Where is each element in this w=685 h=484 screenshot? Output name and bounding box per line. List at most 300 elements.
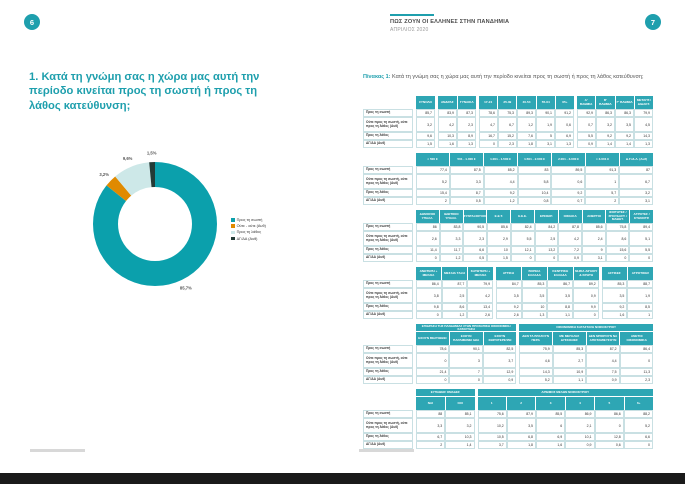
table-cell: 87,3 xyxy=(457,109,476,117)
table-caption-text: Κατά τη γνώμη σας η χώρα μας αυτή την περίοδο κινείται προς τη σωστή ή προς τη λάθος κατεύθυνση; xyxy=(390,74,644,80)
table-cell: 83,8 xyxy=(440,223,464,231)
table-cell: 75,3 xyxy=(498,109,517,117)
report-date: ΑΠΡΙΛΙΟΣ 2020 xyxy=(390,27,429,33)
table-cell: 3,7 xyxy=(483,353,516,368)
table-cell: 6,9 xyxy=(536,433,565,441)
column-header: 40-54 xyxy=(517,96,536,109)
column-group xyxy=(416,389,475,449)
table-cell: 9 xyxy=(582,246,606,254)
table-row xyxy=(602,288,653,303)
column-header: ΦΟΙΤΗΤΕΣ / ΣΠΟΥΔΑΣΤ. / ΜΑΘΗΤ. xyxy=(606,210,630,223)
table-row xyxy=(519,376,653,384)
column-header: ΜΕΤΑΠΤ./ ΔΙΔΑΚΤ. xyxy=(635,96,653,109)
column-header: ΕΧΟΥΝ ΠΑΡΑΜΕΙΝΕΙ ΙΔΙΑ xyxy=(450,332,484,345)
table-cell: 13,4 xyxy=(467,303,493,311)
table-row xyxy=(478,410,654,418)
table-cell: 12,8 xyxy=(595,433,624,441)
table-cell: 2,3 xyxy=(498,140,517,148)
table-cell: 5,2 xyxy=(416,174,450,189)
table-row xyxy=(416,223,653,231)
table-row xyxy=(602,280,653,288)
table-row xyxy=(496,311,599,319)
table-cell: 0 xyxy=(606,254,630,262)
table-row xyxy=(519,353,653,368)
table-cell: 8,6 xyxy=(606,231,630,246)
group-title: ΕΠΙΔΡΑΣΗ ΤΗΣ ΠΑΝΔΗΜΙΑΣ ΣΤΗΝ ΠΡΟΣΩΠΙΚΗ ΟΙΚΟΝΟΜΙΚΗ ΚΑΤΑΣΤΑΣΗ xyxy=(416,324,516,332)
column-header: ΓΥΝΑΙΚΑ xyxy=(458,96,477,109)
table-cell: 6,6 xyxy=(463,246,487,254)
table-row xyxy=(479,132,574,140)
table-cell: 0,7 xyxy=(577,117,596,132)
column-header: 1.501 - 2.000 € xyxy=(518,153,552,166)
data-table xyxy=(363,267,653,319)
row-label: Προς τη σωστή xyxy=(363,280,413,288)
table-cell: 4,6 xyxy=(519,353,552,368)
table-cell: 15,4 xyxy=(416,189,450,197)
label-header-spacer xyxy=(363,324,413,345)
table-cell: 6,9 xyxy=(555,132,574,140)
footer-mark-right xyxy=(359,449,414,452)
row-label: Ούτε προς τη σωστή, ούτε προς τη λάθος (Αυθ) xyxy=(363,231,413,246)
column-header: ΑΝΔΡΑΣ xyxy=(438,96,458,109)
column-group xyxy=(416,153,653,205)
chart-legend xyxy=(231,218,266,243)
table-cell: 3,5 xyxy=(547,288,573,303)
table-cell: 1,6 xyxy=(536,441,565,449)
header-row xyxy=(496,267,599,280)
table-cell: 87,9 xyxy=(507,410,536,418)
table-row xyxy=(416,353,516,368)
table-cell: 5,2 xyxy=(519,376,552,384)
table-row xyxy=(496,280,599,288)
table-cell: 86,4 xyxy=(620,345,653,353)
table-cell: 0,9 xyxy=(483,376,516,384)
table-cell: 0 xyxy=(595,418,624,433)
donut-chart xyxy=(85,145,235,295)
table-cell: 0,6 xyxy=(595,441,624,449)
table-cell: 77,4 xyxy=(416,166,450,174)
legend-swatch xyxy=(231,231,235,235)
data-table xyxy=(363,96,653,148)
table-cell: 10,1 xyxy=(565,433,594,441)
table-row xyxy=(438,117,476,132)
table-cell: 0 xyxy=(624,441,653,449)
row-label: Ούτε προς τη σωστή, ούτε προς τη λάθος (Αυθ) xyxy=(363,117,413,132)
data-table xyxy=(363,153,653,205)
legend-label: Προς τη σωστή xyxy=(236,218,263,222)
table-cell: 3,5 xyxy=(615,117,634,132)
table-cell: 9,2 xyxy=(496,303,522,311)
table-cell: 11,4 xyxy=(416,246,440,254)
table-cell: 10,5 xyxy=(478,433,507,441)
table-cell: 1,2 xyxy=(484,197,518,205)
table-row xyxy=(602,311,653,319)
table-cell: 85,1 xyxy=(445,410,474,418)
header-row xyxy=(416,332,516,345)
column-header: ΚΕΝΤΡΙΚΗ ΕΛΛΑΔΑ xyxy=(548,267,574,280)
table-row xyxy=(438,140,476,148)
table-cell: 1,1 xyxy=(553,376,586,384)
table-row xyxy=(438,109,476,117)
header-row xyxy=(416,96,435,109)
table-cell: 85,2 xyxy=(484,166,518,174)
table-cell: 4,2 xyxy=(558,231,582,246)
column-header: Α' ΒΑΘΜΙΑ xyxy=(577,96,596,109)
column-header: ΣΥΝΤΑΞΙΟΥΧΟΙ xyxy=(464,210,488,223)
table-cell: 3,3 xyxy=(416,418,445,433)
column-header: ΜΕ ΜΕΓΑΛΕΣ ΔΥΣΚΟΛΙΕΣ xyxy=(553,332,587,345)
tables xyxy=(363,96,653,449)
column-header: ΔΗΜΟΣΙΟΙ ΥΠΑΛΛ. xyxy=(416,210,440,223)
table-cell: 78,6 xyxy=(479,109,498,117)
table-row xyxy=(479,109,574,117)
legend-item xyxy=(231,218,266,222)
table-cell: 91,2 xyxy=(555,109,574,117)
table-cell: 86,3 xyxy=(615,109,634,117)
table-cell: 5,1 xyxy=(629,231,653,246)
table-cell: 10,9 xyxy=(553,368,586,376)
table-cell: 85,7 xyxy=(416,109,435,117)
legend-item xyxy=(231,224,266,228)
table-cell: 3 xyxy=(449,353,482,368)
row-label: Προς τη σωστή xyxy=(363,345,413,353)
table-cell: 7,5 xyxy=(586,368,619,376)
table-cell: 3,3 xyxy=(440,231,464,246)
table-cell: 1,6 xyxy=(438,140,457,148)
table-cell: 6,8 xyxy=(507,433,536,441)
table-cell: 5,7 xyxy=(585,189,619,197)
column-header: < 500 € xyxy=(416,153,450,166)
column-header: 55-64 xyxy=(537,96,556,109)
table-cell: 7,2 xyxy=(558,246,582,254)
column-group xyxy=(496,267,599,319)
table-cell: 10 xyxy=(487,246,511,254)
table-cell: 85,3 xyxy=(553,345,586,353)
question-title: 1. Κατά τη γνώμη σας η χώρα μας αυτή την περίοδο κινείται προς τη σωστή ή προς τη λάθος κατεύθυνση; xyxy=(29,71,260,112)
table-row xyxy=(577,140,653,148)
table-cell: 87 xyxy=(619,166,653,174)
table-cell: 87,2 xyxy=(586,345,619,353)
row-label: Προς τη σωστή xyxy=(363,223,413,231)
header-row xyxy=(479,96,574,109)
row-label: Ούτε προς τη σωστή, ούτε προς τη λάθος (Αυθ) xyxy=(363,418,413,433)
row-label: Προς τη λάθος xyxy=(363,303,413,311)
row-label: Προς τη λάθος xyxy=(363,433,413,441)
row-label: ΔΓ/ΔΑ (Αυθ) xyxy=(363,311,413,319)
column-group xyxy=(479,96,574,148)
table-cell: 0 xyxy=(416,311,442,319)
donut-chart-wrap xyxy=(85,145,235,295)
column-header: Δ.Γ./Δ.Α. (Αυθ) xyxy=(620,153,653,166)
table-caption xyxy=(363,74,649,81)
table-cell: 8,5 xyxy=(627,303,653,311)
column-group xyxy=(577,96,653,148)
table-cell: 85,3 xyxy=(602,280,628,288)
column-header: ΣΥΝΟΛΟ xyxy=(416,96,435,109)
table-row xyxy=(519,345,653,353)
row-label: Προς τη σωστή xyxy=(363,166,413,174)
column-header: 1.001 - 1.500 € xyxy=(484,153,518,166)
table-cell: 0 xyxy=(416,353,449,368)
row-label: Προς τη σωστή xyxy=(363,109,413,117)
table-cell: 4,4 xyxy=(586,353,619,368)
table-cell: 3,5 xyxy=(522,288,548,303)
legend-label: Ούτε - ούτε (Αυθ) xyxy=(236,224,266,229)
running-header xyxy=(390,14,600,33)
table-cell: 1,2 xyxy=(517,117,536,132)
legend-label: ΔΓ/ΔΑ (Αυθ) xyxy=(236,236,258,241)
column-header: ΙΔΙΩΤΙΚΟΙ ΥΠΑΛΛ. xyxy=(440,210,464,223)
table-cell: 9,6 xyxy=(416,132,435,140)
table-row xyxy=(416,117,435,132)
legend-item xyxy=(231,230,266,234)
table-cell: 79,9 xyxy=(467,280,493,288)
table-row xyxy=(416,410,475,418)
table-cell: 0,5 xyxy=(463,254,487,262)
table-cell: 83,9 xyxy=(438,109,457,117)
table-cell: 3,1 xyxy=(536,140,555,148)
data-table xyxy=(363,389,653,449)
table-cell: 2 xyxy=(416,441,445,449)
table-cell: 5,5 xyxy=(511,231,535,246)
legend-label: Προς τη λάθος xyxy=(236,230,262,235)
column-header: ΑΝΕΤΟΙ ΟΙΚΟΝΟΜΙΚΑ xyxy=(620,332,653,345)
table-cell: 86,7 xyxy=(547,280,573,288)
label-header-spacer xyxy=(363,389,413,410)
column-group xyxy=(416,267,493,319)
table-cell: 21,4 xyxy=(416,368,449,376)
table-cell: 88,2 xyxy=(624,410,653,418)
table-cell: 0,7 xyxy=(551,197,585,205)
table-cell: 1,3 xyxy=(457,140,476,148)
table-cell: 9,9 xyxy=(573,303,599,311)
table-cell: 3,5 xyxy=(602,288,628,303)
column-header: ΑΤΤΙΚΗ xyxy=(496,267,522,280)
column-header: ΕΧΟΥΝ ΧΕΙΡΟΤΕΡΕΨΕΙ xyxy=(484,332,517,345)
row-label: Ούτε προς τη σωστή, ούτε προς τη λάθος (Αυθ) xyxy=(363,353,413,368)
table-row xyxy=(519,368,653,376)
table-cell: 10,4 xyxy=(518,189,552,197)
table-cell: 7 xyxy=(449,368,482,376)
table-cell: 87,8 xyxy=(558,223,582,231)
table-cell: 1,6 xyxy=(602,311,628,319)
table-cell: 8,9 xyxy=(457,132,476,140)
column-header: ΚΑΤΩΤΕΡΗ + ΜΕΣΑΙΑ xyxy=(468,267,493,280)
row-label-column xyxy=(363,324,413,384)
table-cell: 16,7 xyxy=(479,132,498,140)
column-header: Ε.Ε.Τ. xyxy=(487,210,511,223)
table-cell: 1,9 xyxy=(536,117,555,132)
table-cell: 2,3 xyxy=(620,376,653,384)
table-cell: 86,3 xyxy=(596,109,615,117)
table-cell: 0,5 xyxy=(450,197,484,205)
table-cell: 75,6 xyxy=(478,410,507,418)
row-label: ΔΓ/ΔΑ (Αυθ) xyxy=(363,254,413,262)
column-header: ΑΣΤΙΚΕΣ xyxy=(602,267,628,280)
column-header: ΝΗΣΙΑ ΑΙΓΑΙΟΥ & ΚΡΗΤΗ xyxy=(574,267,599,280)
table-row xyxy=(479,117,574,132)
row-label: Ούτε προς τη σωστή, ούτε προς τη λάθος (Αυθ) xyxy=(363,174,413,189)
table-cell: 1,4 xyxy=(615,140,634,148)
column-group xyxy=(602,267,653,319)
header-rule xyxy=(390,14,434,16)
row-label: Προς τη σωστή xyxy=(363,410,413,418)
row-label-column xyxy=(363,96,413,148)
row-label: ΔΓ/ΔΑ (Αυθ) xyxy=(363,441,413,449)
table-cell: 12,1 xyxy=(511,246,535,254)
table-cell: 0 xyxy=(629,254,653,262)
row-label: ΔΓ/ΔΑ (Αυθ) xyxy=(363,197,413,205)
table-cell: 5,2 xyxy=(624,418,653,433)
column-header: ΔΕΝ ΜΠΟΡΟΥΝ ΝΑ ΑΠΟΤΑΜΙΕΥΣΟΥΝ xyxy=(587,332,621,345)
table-cell: 85,5 xyxy=(536,410,565,418)
table-cell: 4,2 xyxy=(438,117,457,132)
row-label: Προς τη λάθος xyxy=(363,189,413,197)
column-header: Ε.Ε.Ε. xyxy=(511,210,535,223)
table-row xyxy=(416,368,516,376)
table-row xyxy=(577,109,653,117)
row-label: Προς τη λάθος xyxy=(363,246,413,254)
table-cell: 90,1 xyxy=(536,109,555,117)
table-cell: 3,5 xyxy=(507,418,536,433)
table-cell: 5,8 xyxy=(518,174,552,189)
table-row xyxy=(496,288,599,303)
table-cell: 91,3 xyxy=(585,166,619,174)
table-cell: 5,5 xyxy=(577,132,596,140)
table-cell: 86,4 xyxy=(416,280,442,288)
table-cell: 89,5 xyxy=(551,166,585,174)
column-header: Γ' ΒΑΘΜΙΑ xyxy=(616,96,635,109)
page-number-right: 7 xyxy=(645,14,661,30)
header-row xyxy=(577,96,653,109)
column-header: 5 xyxy=(595,397,624,410)
table-cell: 2 xyxy=(585,197,619,205)
column-header: ΕΧΟΥΝ ΒΕΛΤΙΩΘΕΙ xyxy=(416,332,450,345)
table-cell: 5 xyxy=(536,132,555,140)
column-group xyxy=(519,324,653,384)
table-cell: 10,3 xyxy=(438,132,457,140)
table-row xyxy=(416,280,493,288)
table-cell: 3,2 xyxy=(596,117,615,132)
page-number-left: 6 xyxy=(24,14,40,30)
table-cell: 75,9 xyxy=(519,345,552,353)
table-cell: 9,8 xyxy=(416,303,442,311)
table-cell: 0,9 xyxy=(558,254,582,262)
table-caption-prefix: Πίνακας 1: xyxy=(363,74,391,80)
table-cell: 3,2 xyxy=(416,117,435,132)
row-label-column xyxy=(363,153,413,205)
table-cell: 87,5 xyxy=(450,166,484,174)
table-cell: 1,5 xyxy=(416,140,435,148)
header-row xyxy=(519,332,653,345)
table-row xyxy=(416,303,493,311)
table-cell: 89,4 xyxy=(629,223,653,231)
table-cell: 82,4 xyxy=(511,223,535,231)
table-cell: 85,6 xyxy=(582,223,606,231)
table-cell: 86,9 xyxy=(565,410,594,418)
table-cell: 2 xyxy=(416,197,450,205)
table-cell: 90,5 xyxy=(463,223,487,231)
table-cell: 1,3 xyxy=(634,140,653,148)
column-header: ΒΟΡΕΙΑ ΕΛΛΑΔΑ xyxy=(522,267,548,280)
slice-value-label: 1,5% xyxy=(146,150,157,156)
table-cell: 1,4 xyxy=(596,140,615,148)
table-row xyxy=(416,418,475,433)
column-group xyxy=(416,324,516,384)
legend-swatch xyxy=(231,237,235,241)
column-header: ΝΑΙ xyxy=(416,397,446,410)
column-group xyxy=(438,96,476,148)
table-cell: 15,2 xyxy=(498,132,517,140)
table-cell: 9,2 xyxy=(484,189,518,197)
table-row xyxy=(602,303,653,311)
table-cell: 0 xyxy=(573,311,599,319)
table-cell: 82,5 xyxy=(483,345,516,353)
column-group xyxy=(416,96,435,148)
table-cell: 6 xyxy=(536,418,565,433)
table-cell: 2,6 xyxy=(496,311,522,319)
slice-value-label: 85,7% xyxy=(179,285,192,291)
row-label: ΔΓ/ΔΑ (Αυθ) xyxy=(363,376,413,384)
legend-item xyxy=(231,237,266,241)
row-label: Ούτε προς τη σωστή, ούτε προς τη λάθος (Αυθ) xyxy=(363,288,413,303)
table-cell: 88 xyxy=(416,410,445,418)
table-row xyxy=(416,433,475,441)
table-cell: 0,6 xyxy=(551,174,585,189)
table-row xyxy=(478,433,654,441)
column-header: 2 xyxy=(507,397,536,410)
table-cell: 79,9 xyxy=(634,109,653,117)
table-cell: 2,9 xyxy=(487,231,511,246)
table-row xyxy=(416,246,653,254)
table-cell: 4,2 xyxy=(467,288,493,303)
table-cell: 8,6 xyxy=(442,303,468,311)
column-header: ΕΠΙΧΕΙΡ. xyxy=(535,210,559,223)
label-header-spacer xyxy=(363,210,413,223)
table-cell: 0,9 xyxy=(577,140,596,148)
table-cell: 85,6 xyxy=(487,223,511,231)
column-header: 4 xyxy=(566,397,595,410)
row-label-column xyxy=(363,210,413,262)
table-cell: 89,2 xyxy=(573,280,599,288)
table-cell: 89,3 xyxy=(517,109,536,117)
table-cell: 5,5 xyxy=(629,246,653,254)
table-cell: 2,6 xyxy=(416,231,440,246)
row-label: Προς τη λάθος xyxy=(363,368,413,376)
table-cell: 2,3 xyxy=(463,231,487,246)
table-cell: 75,8 xyxy=(606,223,630,231)
table-row xyxy=(416,174,653,189)
table-cell: 4,4 xyxy=(484,174,518,189)
table-cell: 1,2 xyxy=(440,254,464,262)
table-cell: 1,5 xyxy=(487,254,511,262)
table-cell: 11,7 xyxy=(440,246,464,254)
table-cell: 1,1 xyxy=(547,311,573,319)
table-cell: 10,2 xyxy=(478,418,507,433)
column-header: ΑΝΩΤΕΡΗ + ΜΕΣΑΙΑ xyxy=(416,267,442,280)
table-cell: 0 xyxy=(449,376,482,384)
table-cell: 1,3 xyxy=(555,140,574,148)
header-row xyxy=(416,267,493,280)
row-label-column xyxy=(363,267,413,319)
table-cell: 9,2 xyxy=(551,189,585,197)
label-header-spacer xyxy=(363,267,413,280)
table-cell: 9,2 xyxy=(602,303,628,311)
group-title: ΟΙΚΟΝΟΜΙΚΗ ΚΑΤΑΣΤΑΣΗ ΝΟΙΚΟΚΥΡΙΟΥ xyxy=(519,324,653,332)
header-row xyxy=(478,397,654,410)
table-cell: 9,2 xyxy=(615,132,634,140)
column-header: 3 xyxy=(536,397,565,410)
